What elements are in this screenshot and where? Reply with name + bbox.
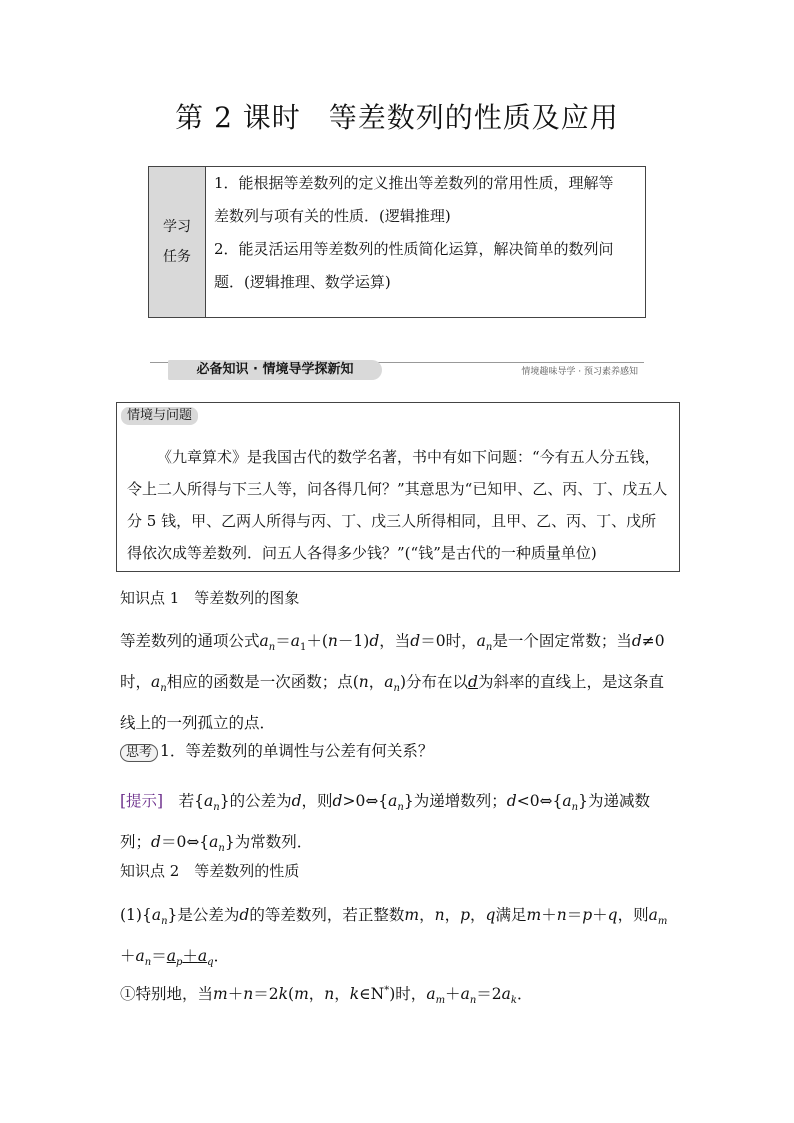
kp1-text-6: 相应的函数是一次函数；点( (166, 673, 359, 692)
task-table-header (149, 167, 206, 317)
knowledge-point-2-property-1: $(1)\{a_n\}$是公差为d的等差数列，若正整数m，n，p，q满足m＋n＝p＋q，则$a_m+a_n=a_p+a_q$． (120, 906, 668, 969)
kp1-text-4: 是一个固定常数；当 (492, 632, 632, 650)
kp2-text-4: 满足 (495, 906, 527, 924)
learning-task-table (148, 166, 646, 318)
kp2-text-2: }是公差为 (167, 906, 240, 924)
kp2-text-1: (1){ (120, 906, 152, 924)
think-hint: [提示] 若$\{a_n\}$的公差为d，则$d>0\Leftrightarrow\{a_n\}$为递增数列；$d<0\Leftrightarrow\{a_n\}$为递减数列；$d=0\Leftrightarrow\{a_n\}$为常数列． (120, 792, 650, 855)
think-tag: 思考 (120, 744, 158, 762)
knowledge-point-2-heading: 知识点 2 等差数列的性质 (120, 862, 300, 880)
knowledge-point-1-text: 等差数列的通项公式$a_n=a_1+(n-1)d$，当d＝0时，$a_n$是一个固定常数；当d≠0时，$a_n$相应的函数是一次函数；点(n，$a_n$)分布在以d为斜率的直线上，是这条直线上的一列孤立的点． (120, 632, 665, 733)
hint-tag: [提示] (120, 792, 164, 810)
lesson-title: 等差数列的性质及应用 (328, 101, 619, 134)
hint-text-2: }的公差为 (219, 792, 292, 810)
kp2-text-3: 的等差数列，若正整数 (249, 906, 405, 924)
task-item-1-line-1: 1．能根据等差数列的定义推出等差数列的常用性质，理解等 (214, 174, 614, 192)
banner-subtitle: 情境趣味导学 · 预习素养感知 (521, 367, 638, 377)
kp1-text-3: 时， (445, 632, 477, 650)
kp1-text-8: 为斜率的直线上，是这条直线上的一列孤立的点． (120, 673, 664, 733)
think-question-text: 1．等差数列的单调性与公差有何关系？ (160, 742, 434, 760)
kp2-text-5: ，则 (617, 906, 649, 924)
hint-text-6: 为常数列． (234, 833, 313, 852)
task-item-2-line-2: 题．(逻辑推理、数学运算) (214, 273, 391, 291)
task-item-2-line-1: 2．能灵活运用等差数列的性质简化运算，解决简单的数列问 (214, 240, 614, 258)
scenario-box (116, 402, 680, 572)
knowledge-point-1-heading: 知识点 1 等差数列的图象 (120, 589, 300, 607)
section-banner (150, 358, 644, 382)
think-question (120, 734, 676, 768)
task-table-body (206, 167, 645, 317)
hint-text-1: 若{ (178, 792, 204, 810)
banner-label: 必备知识 · 情境导学探新知 (168, 360, 382, 380)
scenario-tag: 情境与问题 (121, 407, 198, 425)
hint-text-5: 为递减数列； (120, 792, 650, 852)
kp1-text-5: 时， (120, 673, 152, 692)
kp2-text-6: ①特别地，当 (120, 985, 214, 1004)
kp1-text-7: )分布在以 (399, 673, 469, 692)
kp1-text-2: ，当 (379, 632, 411, 650)
lesson-number: 第 2 课时 (175, 101, 301, 134)
task-header-label: 学习 任务 (163, 219, 191, 265)
hint-text-4: 为递增数列； (413, 792, 507, 810)
hint-text-3: ，则 (301, 792, 333, 810)
knowledge-point-2-special-case: ①特别地，当m＋n＝2k(m，n，k∈N*)时，$a_m+a_n=2a_k$． (120, 985, 533, 1007)
kp1-text-1: 等差数列的通项公式 (120, 632, 260, 650)
kp2-text-7: 时， (395, 985, 427, 1004)
task-item-1-line-2: 差数列与项有关的性质．(逻辑推理) (214, 207, 451, 225)
page-title (0, 96, 794, 136)
scenario-text: 《九章算术》是我国古代的数学名著，书中有如下问题：“今有五人分五钱，令上二人所得与下三人等，问各得几何？”其意思为“已知甲、乙、丙、丁、戊五人分 5 钱，甲、乙两人所得与丙、丁、戊三人所得相同，且甲、乙、丙、丁、戊所得依次成等差数列．问五人各得多少钱？”(“钱”是古代的一种质量单位) (127, 448, 668, 562)
